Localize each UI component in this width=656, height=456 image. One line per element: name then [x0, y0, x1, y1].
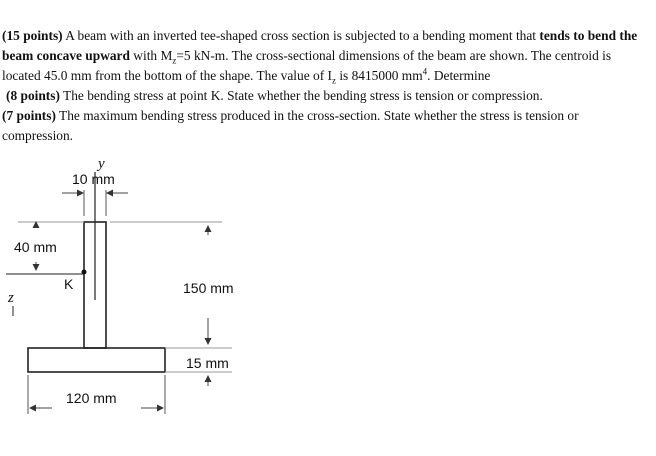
intro-bold-phrase: tends to bend the beam concave upward — [2, 28, 638, 63]
part-2-points: (7 points) — [2, 108, 56, 123]
web-height-label: 150 mm — [183, 280, 234, 296]
part-1-points: (8 points) — [6, 88, 60, 103]
moment-subscript: z — [172, 55, 177, 66]
inertia-superscript: 4 — [422, 66, 428, 77]
y-axis-label: y — [98, 156, 105, 172]
intro-text-d: is 8415000 mm — [335, 68, 423, 83]
intro-points: (15 points) — [2, 28, 63, 43]
intro-text-c: =5 kN-m. The cross-sectional dimensions of the beam are shown. The centroid is located 45.0 mm from the bottom of the shape. The value of I — [2, 48, 612, 83]
inertia-subscript: z — [331, 75, 336, 86]
intro-text-e: . Determine — [427, 68, 491, 83]
k-distance-label: 40 mm — [14, 239, 57, 255]
flange-thickness-label: 15 mm — [186, 355, 229, 371]
part-2-text: The maximum bending stress produced in the cross-section. State whether the stress is tension or compression. — [2, 108, 579, 143]
point-k-label: K — [64, 276, 74, 292]
point-k-marker — [82, 270, 87, 275]
intro-text-b: with M — [129, 48, 173, 63]
intro-text-a: A beam with an inverted tee-shaped cross section is subjected to a bending moment that — [62, 28, 540, 43]
web-width-label: 10 mm — [72, 171, 115, 187]
flange-outline — [28, 348, 165, 372]
part-1-text: The bending stress at point K. State whether the bending stress is tension or compression. — [59, 88, 543, 103]
flange-width-label: 120 mm — [66, 390, 117, 406]
z-axis-label: z — [8, 290, 14, 306]
